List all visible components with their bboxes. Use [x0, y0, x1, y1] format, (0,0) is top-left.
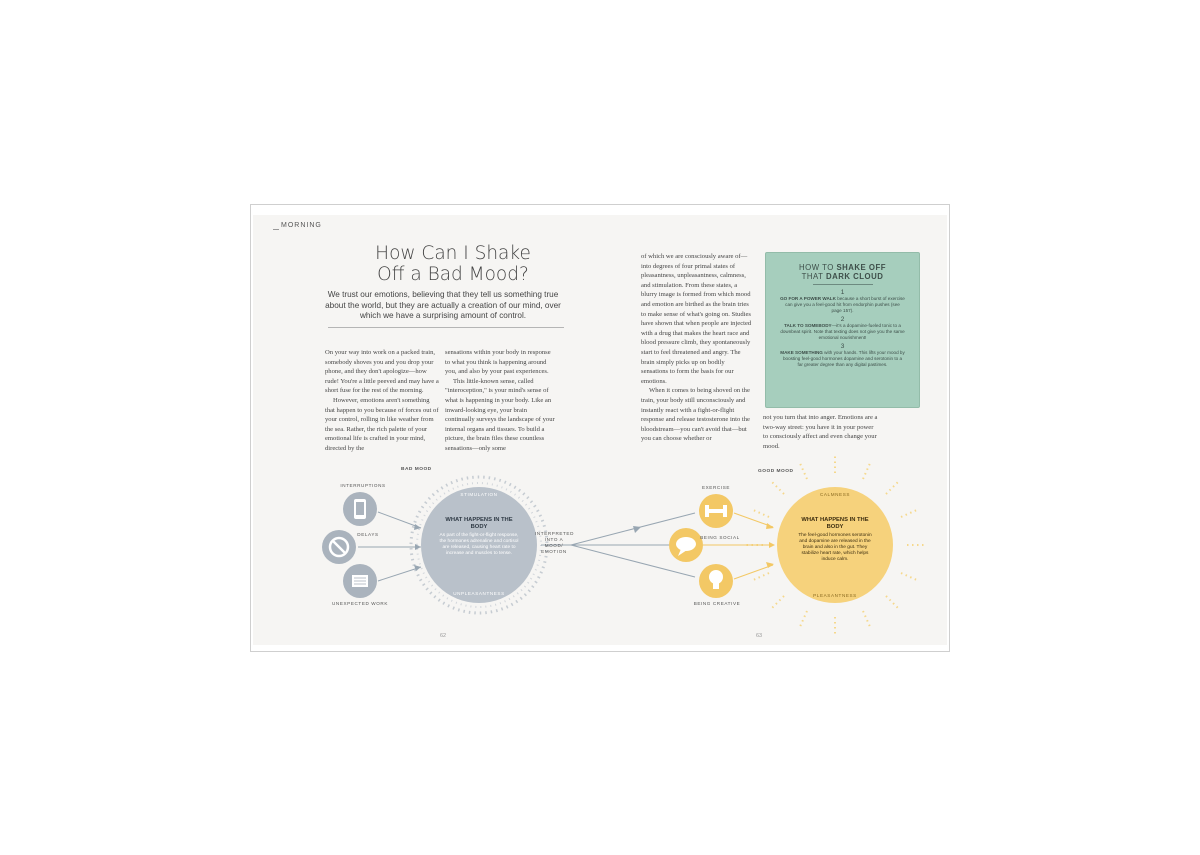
tip-bold: GO FOR A POWER WALK [780, 296, 836, 301]
book-spread [250, 204, 950, 652]
paragraph: However, emotions aren't something that happen to you because of forces out of your control, rolling in like weather from the sea. Rather, the rich palette of your emotional life is crafted in your mind, directed by the [325, 396, 439, 452]
input-label-delays: DELAYS [357, 532, 379, 537]
arrow-being-creative [734, 565, 773, 579]
tip-title-bold-1: SHAKE OFF [836, 263, 886, 272]
paragraph: of which we are consciously aware of—into degrees of four primal states of pleasantness, unpleasantness, calmness, and stimulation. From these states, a blurry image is formed from which mood and emotion are birthed as the brain tries to make sense of what's going on. Studies have shown that when people are injected with a drug that makes the heart race and blood pressure climb, they spontaneously start to feel threatened and angry. The brain simply picks up on bodily sensations to form the basis for our emotions. [641, 253, 752, 385]
tip-title-mid: THAT [801, 272, 826, 281]
arrow-interruptions [378, 512, 421, 528]
good-bottom-label: PLEASANTNESS [813, 593, 857, 598]
mood-diagram [253, 215, 947, 645]
input-label-unexpected-work: UNEXPECTED WORK [332, 601, 388, 606]
bad-circle-title: WHAT HAPPENS IN THE BODY [445, 517, 513, 530]
input-label-exercise: EXERCISE [701, 485, 731, 490]
tip-body: because a short burst of exercise can give you a feel-good hit from endorphin pushes (see page 157). [785, 296, 905, 313]
paragraph: When it comes to being shoved on the train, your body still unconsciously and instantly react with a fight-or-flight response and release testosterone into the bloodstream—you can't avoid that—but you can choose whether or [641, 387, 750, 443]
tip-body: —it's a dopamine-fueled tonic to a downbeat spirit. Note that texting does not give you the same emotional nourishment! [780, 323, 905, 340]
paragraph: sensations within your body in response to what you think is happening around you, and also by your past experiences. [445, 349, 551, 376]
tip-title-prefix: HOW TO [799, 263, 837, 272]
section-label: MORNING [281, 222, 322, 229]
split-line-top [571, 531, 625, 545]
paragraph: On your way into work on a packed train, somebody shoves you and you drop your phone, and they don't apologize—how rude! You're a little peeved and may have a short fuse for the rest of the morning. [325, 349, 439, 395]
tip-number: 2 [840, 316, 845, 323]
good-mood-label: GOOD MOOD [758, 469, 794, 474]
bad-mood-label: BAD MOOD [401, 467, 432, 472]
tip-body: with your hands. This lifts your mood by boosting feel-good hormones dopamine and serotonin to a far greater degree than any digital pastimes. [782, 350, 905, 367]
page-number-right: 63 [756, 633, 763, 639]
good-top-label: CALMNESS [819, 492, 851, 497]
input-label-being-creative: BEING CREATIVE [693, 601, 741, 606]
spread-inner [253, 215, 947, 645]
bad-circle-text: As part of the fight-or-flight response, the hormones adrenaline and cortisol are released, causing heart rate to increase and muscles to tense. [439, 533, 519, 556]
good-circle-text: The feel-good hormones serotonin and dopamine are released in the brain and also in the gut. They stabilize heart rate, which helps induce calm. [798, 533, 872, 562]
title-line-1: How Can I Shake [375, 243, 531, 264]
tip-title-bold-2: DARK CLOUD [825, 272, 884, 281]
split-line-bottom [571, 545, 625, 559]
tip-bold: TALK TO SOMEBODY [784, 323, 832, 328]
phone-icon-screen [356, 502, 364, 515]
arrow-unexpected-work [378, 567, 421, 581]
bad-top-label: STIMULATION [460, 492, 498, 497]
input-label-being-social: BEING SOCIAL [700, 535, 740, 540]
title-line-2: Off a Bad Mood? [377, 264, 529, 285]
paragraph: This little-known sense, called "interoception," is your mind's sense of what is happening in your body. Like an inward-looking eye, your brain continually surveys the landscape of your internal organs and tissues. To build a picture, the brain files these countless sensations—only some [445, 377, 555, 452]
interpreted-label: INTERPRETED INTO A MOOD/ EMOTION [535, 531, 575, 554]
paragraph: not you turn that into anger. Emotions are a two-way street: you have it in your power to consciously affect and even change your mood. [763, 414, 878, 450]
input-label-interruptions: INTERRUPTIONS [340, 483, 386, 488]
tip-number: 1 [840, 289, 845, 296]
bad-bottom-label: UNPLEASANTNESS [453, 591, 505, 596]
good-circle-title: WHAT HAPPENS IN THE BODY [801, 517, 869, 530]
tip-bold: MAKE SOMETHING [780, 350, 823, 355]
tip-number: 3 [840, 343, 845, 350]
intro-text: We trust our emotions, believing that they tell us something true about the world, but they are actually a creation of our mind, over which we have a surprising amount of control. [325, 290, 561, 320]
page-number-left: 62 [440, 633, 447, 639]
